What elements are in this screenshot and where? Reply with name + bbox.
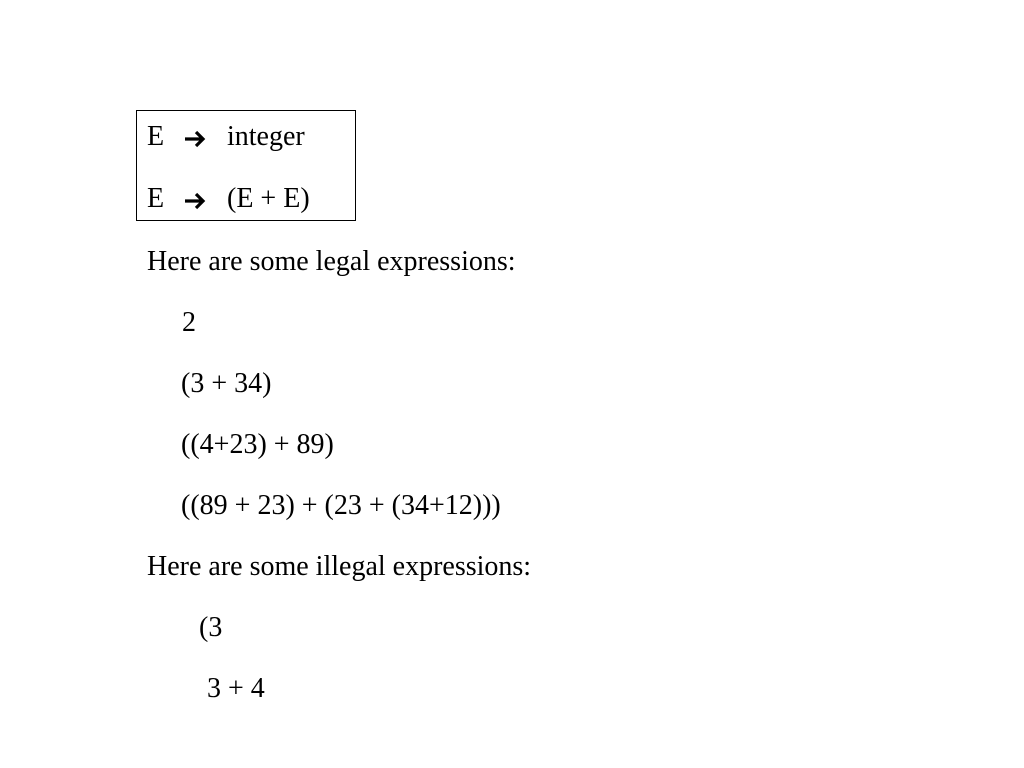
- grammar-rule-integer: [147, 121, 347, 153]
- legal-expression: ((4+23) + 89): [181, 429, 334, 460]
- legal-heading: Here are some legal expressions:: [147, 246, 516, 277]
- legal-expression: 2: [182, 307, 196, 338]
- grammar-rule-sum: [147, 183, 347, 215]
- illegal-expression: (3: [199, 612, 223, 643]
- rule-lhs: E: [147, 183, 165, 214]
- rule-rhs: (E + E): [227, 183, 310, 214]
- legal-expression: ((89 + 23) + (23 + (34+12))): [181, 490, 501, 521]
- grammar-box: [136, 110, 356, 221]
- legal-expression: (3 + 34): [181, 368, 272, 399]
- arrow-right-icon: [181, 121, 209, 153]
- illegal-expression: 3 + 4: [207, 673, 265, 704]
- rule-rhs: integer: [227, 121, 305, 152]
- illegal-heading: Here are some illegal expressions:: [147, 551, 532, 582]
- rule-lhs: E: [147, 121, 165, 152]
- arrow-right-icon: [181, 183, 209, 215]
